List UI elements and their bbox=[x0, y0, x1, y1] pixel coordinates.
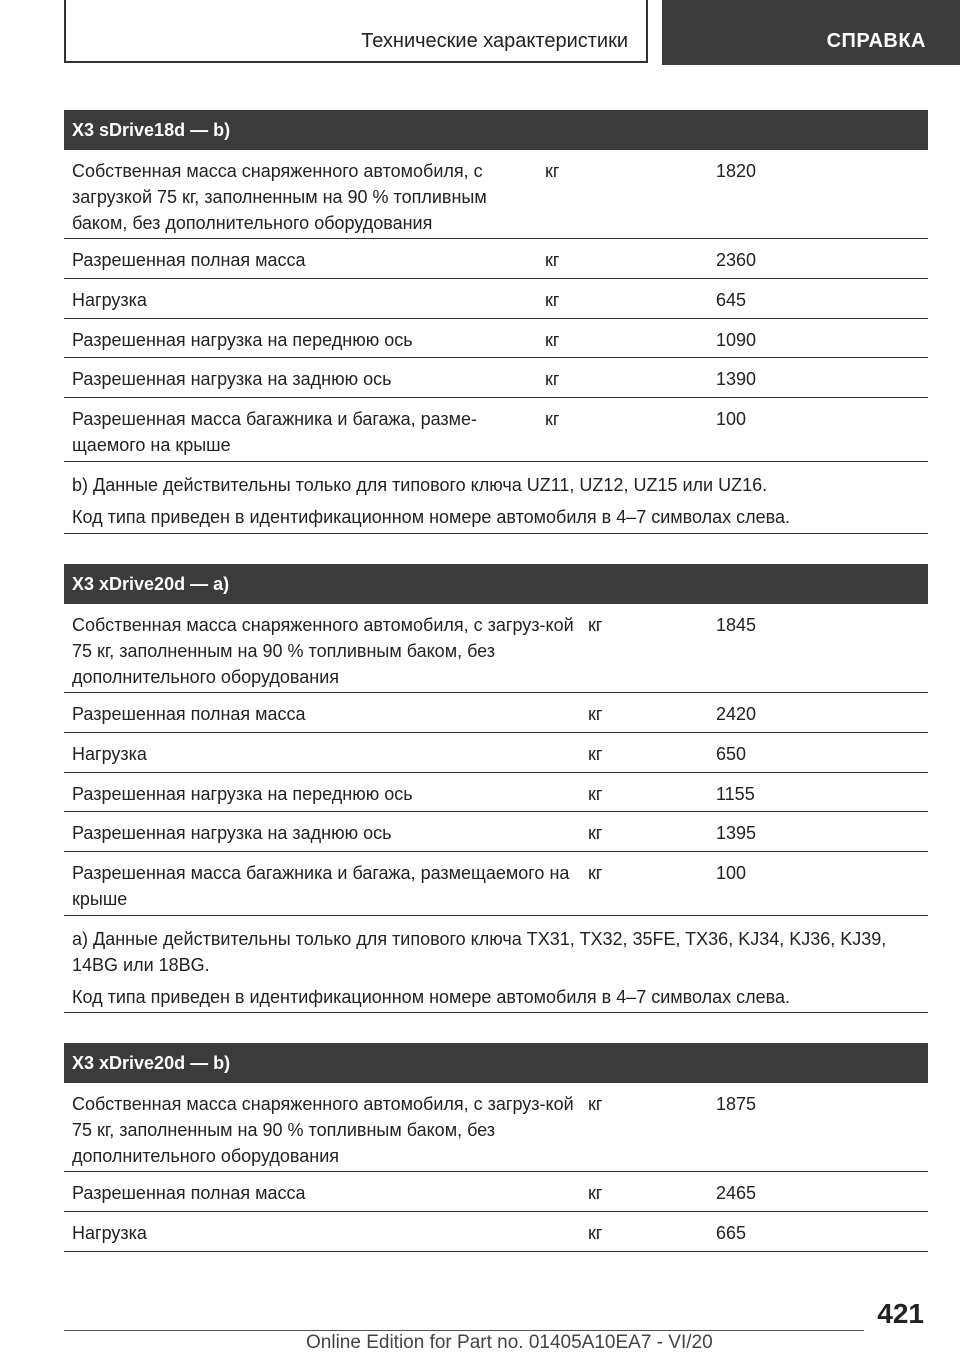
row-label: Нагрузка bbox=[72, 1223, 147, 1243]
table-row bbox=[64, 398, 928, 462]
row-label: Разрешенная масса багажника и багажа, размещаемого на крыше bbox=[72, 863, 570, 909]
table-row bbox=[64, 239, 928, 279]
table-row bbox=[64, 1212, 928, 1252]
row-unit: кг bbox=[588, 1223, 603, 1243]
header-tab-section bbox=[64, 0, 648, 63]
table-title: X3 xDrive20d — b) bbox=[64, 1043, 928, 1083]
row-unit: кг bbox=[545, 290, 560, 310]
row-unit: кг bbox=[588, 1094, 603, 1114]
row-value: 2465 bbox=[716, 1183, 757, 1203]
row-value: 1395 bbox=[716, 823, 757, 843]
row-unit: кг bbox=[588, 784, 603, 804]
row-unit: кг bbox=[545, 369, 560, 389]
header-chapter-title: СПРАВКА bbox=[826, 30, 926, 52]
row-unit: кг bbox=[588, 823, 603, 843]
row-value: 645 bbox=[716, 290, 747, 310]
row-unit: кг bbox=[588, 615, 603, 635]
row-unit: кг bbox=[588, 744, 603, 764]
row-value: 1820 bbox=[716, 161, 757, 181]
table-row bbox=[64, 358, 928, 398]
table-row bbox=[64, 852, 928, 916]
row-value: 1875 bbox=[716, 1094, 757, 1114]
row-value: 650 bbox=[716, 744, 747, 764]
row-value: 100 bbox=[716, 409, 747, 429]
row-unit: кг bbox=[545, 250, 560, 270]
header-section-title: Технические характеристики bbox=[361, 30, 628, 52]
row-value: 1090 bbox=[716, 330, 757, 350]
footnote: Код типа приведен в идентификационном номере автомобиля в 4–7 символах слева. bbox=[72, 507, 791, 527]
footnote: Код типа приведен в идентификационном номере автомобиля в 4–7 символах слева. bbox=[72, 987, 791, 1007]
row-label: Собственная масса снаряженного автомобиля, с загруз-кой 75 кг, заполненным на 90 % топливным баком, без дополнительного оборудования bbox=[72, 615, 574, 687]
footer-divider bbox=[64, 1330, 864, 1331]
table-footnotes bbox=[64, 462, 928, 534]
row-label: Разрешенная нагрузка на переднюю ось bbox=[72, 330, 413, 350]
row-label: Разрешенная полная масса bbox=[72, 704, 306, 724]
row-unit: кг bbox=[588, 704, 603, 724]
table-row bbox=[64, 733, 928, 773]
table-row bbox=[64, 773, 928, 812]
footer-edition: Online Edition for Part no. 01405A10EA7 - VI/20 bbox=[306, 1332, 713, 1353]
row-label: Разрешенная нагрузка на заднюю ось bbox=[72, 823, 392, 843]
table-title: X3 xDrive20d — a) bbox=[64, 564, 928, 604]
row-label: Разрешенная полная масса bbox=[72, 1183, 306, 1203]
row-label: Разрешенная нагрузка на заднюю ось bbox=[72, 369, 392, 389]
table-title: X3 sDrive18d — b) bbox=[64, 110, 928, 150]
row-value: 100 bbox=[716, 863, 747, 883]
spec-table-xdrive20d-a bbox=[64, 564, 928, 1013]
row-unit: кг bbox=[545, 330, 560, 350]
row-value: 2420 bbox=[716, 704, 757, 724]
page-number: 421 bbox=[877, 1298, 924, 1329]
row-unit: кг bbox=[545, 409, 560, 429]
row-value: 1155 bbox=[716, 784, 755, 804]
header-tab-chapter bbox=[662, 0, 960, 65]
spec-table-xdrive20d-b bbox=[64, 1043, 928, 1252]
row-label: Разрешенная полная масса bbox=[72, 250, 306, 270]
table-row bbox=[64, 319, 928, 358]
row-label: Нагрузка bbox=[72, 744, 147, 764]
row-unit: кг bbox=[545, 161, 560, 181]
table-row bbox=[64, 150, 928, 239]
spec-table-sdrive18d-b bbox=[64, 110, 928, 534]
row-value: 1390 bbox=[716, 369, 757, 389]
row-label: Разрешенная масса багажника и багажа, разме-щаемого на крыше bbox=[72, 409, 478, 455]
row-label: Собственная масса снаряженного автомобиля, с загрузкой 75 кг, заполненным на 90 % топливным баком, без дополнительного оборудования bbox=[72, 161, 487, 233]
row-value: 665 bbox=[716, 1223, 747, 1243]
row-unit: кг bbox=[588, 1183, 603, 1203]
table-row bbox=[64, 604, 928, 693]
table-row bbox=[64, 812, 928, 852]
row-label: Собственная масса снаряженного автомобиля, с загруз-кой 75 кг, заполненным на 90 % топливным баком, без дополнительного оборудования bbox=[72, 1094, 574, 1166]
table-row bbox=[64, 1083, 928, 1172]
row-value: 1845 bbox=[716, 615, 757, 635]
footnote: a) Данные действительны только для типового ключа TX31, TX32, 35FE, TX36, KJ34, KJ36, KJ39, 14BG или 18BG. bbox=[72, 929, 887, 975]
row-label: Нагрузка bbox=[72, 290, 147, 310]
row-value: 2360 bbox=[716, 250, 757, 270]
table-row bbox=[64, 1172, 928, 1212]
table-footnotes bbox=[64, 916, 928, 1013]
row-unit: кг bbox=[588, 863, 603, 883]
table-row bbox=[64, 693, 928, 733]
table-row bbox=[64, 279, 928, 319]
footnote: b) Данные действительны только для типового ключа UZ11, UZ12, UZ15 или UZ16. bbox=[72, 475, 768, 495]
row-label: Разрешенная нагрузка на переднюю ось bbox=[72, 784, 413, 804]
